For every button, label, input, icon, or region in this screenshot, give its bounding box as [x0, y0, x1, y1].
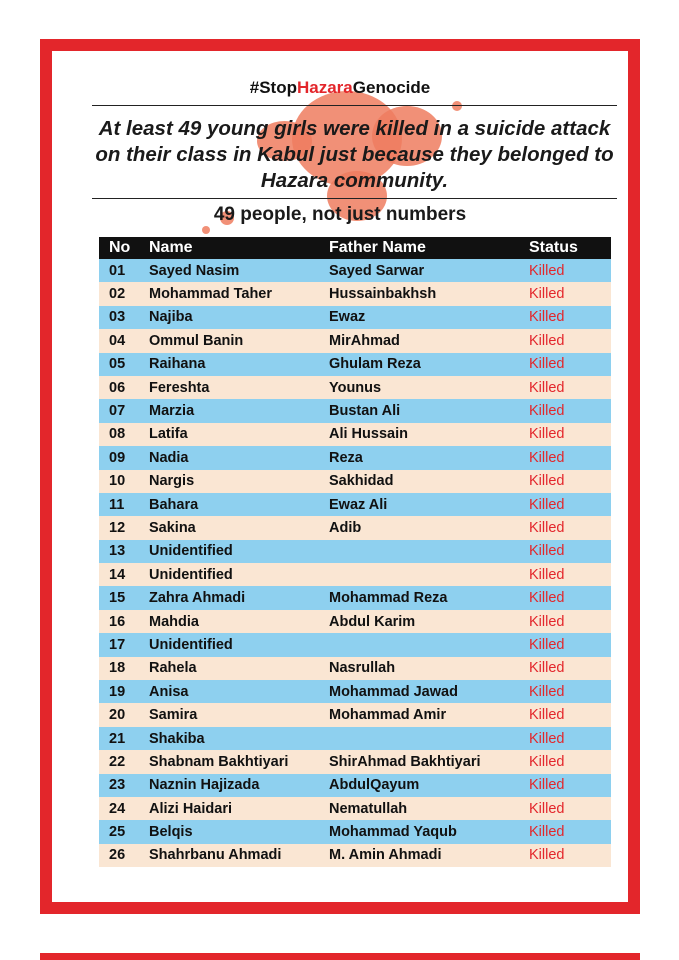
bottom-red-stripe	[40, 953, 640, 960]
row-number: 25	[109, 824, 126, 841]
table-row	[99, 586, 611, 609]
row-number: 14	[109, 566, 126, 583]
status-label: Killed	[529, 309, 565, 326]
victim-name: Rahela	[149, 660, 197, 677]
father-name: Ewaz	[329, 309, 366, 326]
row-number: 12	[109, 519, 126, 536]
status-label: Killed	[529, 473, 565, 490]
divider	[92, 198, 617, 199]
victim-name: Anisa	[149, 683, 189, 700]
table-row	[99, 259, 611, 282]
victim-name: Fereshta	[149, 379, 210, 396]
status-label: Killed	[529, 379, 565, 396]
status-label: Killed	[529, 800, 565, 817]
table-row	[99, 563, 611, 586]
status-label: Killed	[529, 332, 565, 349]
father-name: M. Amin Ahmadi	[329, 847, 442, 864]
father-name: Mohammad Reza	[329, 590, 448, 607]
father-name: Mohammad Jawad	[329, 683, 458, 700]
status-label: Killed	[529, 660, 565, 677]
row-number: 07	[109, 403, 126, 420]
victim-name: Ommul Banin	[149, 332, 244, 349]
father-name: MirAhmad	[329, 332, 400, 349]
table-row	[99, 399, 611, 422]
victim-name: Sayed Nasim	[149, 262, 240, 279]
father-name: Abdul Karim	[329, 613, 416, 630]
table-row	[99, 353, 611, 376]
table-row	[99, 633, 611, 656]
table-row	[99, 470, 611, 493]
table-row	[99, 750, 611, 773]
status-label: Killed	[529, 636, 565, 653]
father-name: Sayed Sarwar	[329, 262, 425, 279]
row-number: 19	[109, 683, 126, 700]
row-number: 24	[109, 800, 126, 817]
status-label: Killed	[529, 777, 565, 794]
victim-name: Sakina	[149, 519, 196, 536]
header-name: Name	[149, 239, 193, 256]
row-number: 01	[109, 262, 126, 279]
status-label: Killed	[529, 730, 565, 747]
victim-name: Shakiba	[149, 730, 205, 747]
row-number: 17	[109, 636, 126, 653]
table-row	[99, 797, 611, 820]
father-name: Nasrullah	[329, 660, 396, 677]
father-name: AbdulQayum	[329, 777, 420, 794]
status-label: Killed	[529, 824, 565, 841]
victim-name: Mohammad Taher	[149, 286, 273, 303]
row-number: 08	[109, 426, 126, 443]
father-name: Ewaz Ali	[329, 496, 388, 513]
father-name: Hussainbakhsh	[329, 286, 437, 303]
row-number: 21	[109, 730, 126, 747]
status-label: Killed	[529, 519, 565, 536]
status-label: Killed	[529, 613, 565, 630]
father-name: Ali Hussain	[329, 426, 408, 443]
subheading: 49 people, not just numbers	[213, 204, 467, 225]
table-row	[99, 657, 611, 680]
status-label: Killed	[529, 403, 565, 420]
victim-name: Najiba	[149, 309, 193, 326]
row-number: 20	[109, 707, 126, 724]
victim-name: Nadia	[149, 449, 189, 466]
victim-name: Marzia	[149, 403, 195, 420]
victim-name: Unidentified	[149, 636, 233, 653]
victim-name: Mahdia	[149, 613, 199, 630]
victim-name: Unidentified	[149, 566, 233, 583]
status-label: Killed	[529, 566, 565, 583]
status-label: Killed	[529, 753, 565, 770]
row-number: 13	[109, 543, 126, 560]
father-name: Reza	[329, 449, 363, 466]
table-row	[99, 774, 611, 797]
victim-name: Bahara	[149, 496, 199, 513]
status-label: Killed	[529, 426, 565, 443]
status-label: Killed	[529, 847, 565, 864]
father-name: Sakhidad	[329, 473, 394, 490]
victim-name: Shabnam Bakhtiyari	[149, 753, 289, 770]
row-number: 16	[109, 613, 126, 630]
status-label: Killed	[529, 543, 565, 560]
table-row	[99, 493, 611, 516]
victim-name: Belqis	[149, 824, 193, 841]
father-name: Adib	[329, 519, 362, 536]
header-father-name: Father Name	[329, 239, 426, 256]
row-number: 11	[109, 496, 125, 513]
row-number: 09	[109, 449, 126, 466]
row-number: 02	[109, 286, 126, 303]
poster-frame	[40, 39, 640, 914]
table-row	[99, 423, 611, 446]
status-label: Killed	[529, 590, 565, 607]
father-name: ShirAhmad Bakhtiyari	[329, 753, 481, 770]
divider	[92, 105, 617, 106]
victims-table	[99, 237, 611, 867]
table-row	[99, 446, 611, 469]
father-name: Nematullah	[329, 800, 408, 817]
row-number: 18	[109, 660, 126, 677]
victim-name: Shahrbanu Ahmadi	[149, 847, 282, 864]
victim-name: Zahra Ahmadi	[149, 590, 246, 607]
status-label: Killed	[529, 683, 565, 700]
table-body	[99, 259, 611, 867]
row-number: 23	[109, 777, 126, 794]
father-name: Mohammad Amir	[329, 707, 447, 724]
victim-name: Unidentified	[149, 543, 233, 560]
table-row	[99, 329, 611, 352]
father-name: Ghulam Reza	[329, 356, 421, 373]
table-row	[99, 516, 611, 539]
status-label: Killed	[529, 286, 565, 303]
table-row	[99, 306, 611, 329]
status-label: Killed	[529, 262, 565, 279]
row-number: 22	[109, 753, 126, 770]
row-number: 26	[109, 847, 126, 864]
headline: At least 49 young girls were killed in a suicide attack on their class in Kabul just because they belonged to Hazara community.	[95, 117, 614, 192]
hashtag-title: #StopHazaraGenocide	[249, 78, 431, 97]
status-label: Killed	[529, 449, 565, 466]
row-number: 15	[109, 590, 126, 607]
victim-name: Nargis	[149, 473, 195, 490]
table-row	[99, 727, 611, 750]
table-row	[99, 844, 611, 867]
row-number: 04	[109, 332, 126, 349]
table-row	[99, 540, 611, 563]
victim-name: Alizi Haidari	[149, 800, 232, 817]
status-label: Killed	[529, 356, 565, 373]
father-name: Younus	[329, 379, 382, 396]
victim-name: Raihana	[149, 356, 206, 373]
victim-name: Naznin Hajizada	[149, 777, 260, 794]
header-no: No	[109, 239, 131, 256]
row-number: 06	[109, 379, 126, 396]
row-number: 03	[109, 309, 126, 326]
table-row	[99, 376, 611, 399]
status-label: Killed	[529, 496, 565, 513]
table-row	[99, 610, 611, 633]
status-label: Killed	[529, 707, 565, 724]
father-name: Bustan Ali	[329, 403, 401, 420]
victim-name: Latifa	[149, 426, 188, 443]
table-row	[99, 282, 611, 305]
table-row	[99, 820, 611, 843]
table-header	[99, 237, 611, 259]
father-name: Mohammad Yaqub	[329, 824, 457, 841]
header-status: Status	[529, 239, 578, 256]
row-number: 10	[109, 473, 126, 490]
table-row	[99, 680, 611, 703]
row-number: 05	[109, 356, 126, 373]
victim-name: Samira	[149, 707, 198, 724]
table-row	[99, 703, 611, 726]
